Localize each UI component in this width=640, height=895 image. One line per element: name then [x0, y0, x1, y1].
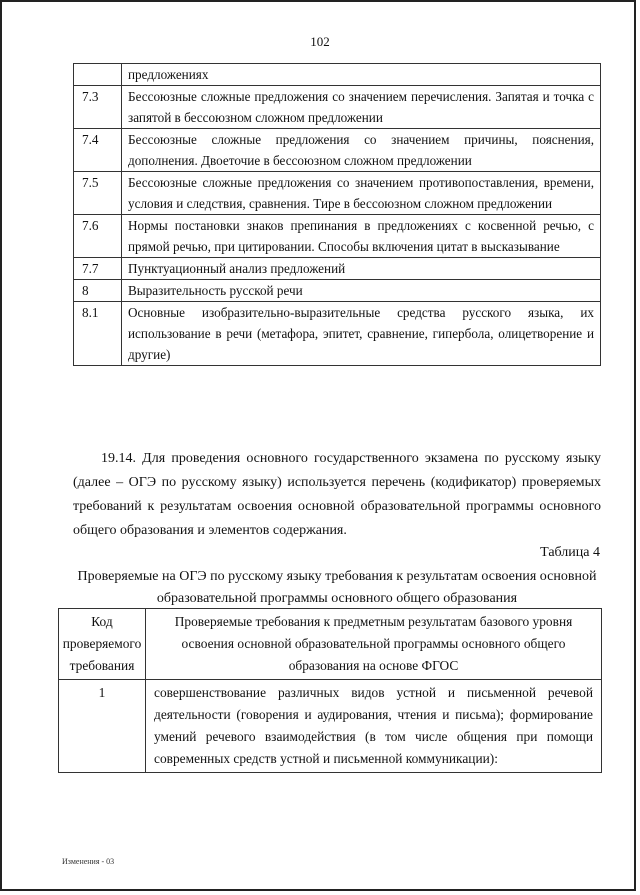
- row-number: 7.4: [74, 129, 122, 172]
- row-number: 7.5: [74, 172, 122, 215]
- table-row: [74, 129, 601, 172]
- table-row: [74, 258, 601, 280]
- row-text: предложениях: [122, 64, 601, 86]
- table-row: [74, 172, 601, 215]
- table-row: [74, 64, 601, 86]
- row-text: Пунктуационный анализ предложений: [122, 258, 601, 280]
- table-row: [74, 86, 601, 129]
- table-row: [74, 215, 601, 258]
- table-title: Проверяемые на ОГЭ по русскому языку требования к результатам освоения основной образовательной программы основного общего образования: [77, 569, 597, 606]
- table-label: Таблица 4: [540, 545, 600, 560]
- header-code: Код проверяемого требования: [59, 609, 146, 680]
- row-number: 8: [74, 280, 122, 302]
- table-row: [59, 680, 602, 773]
- row-number: 7.3: [74, 86, 122, 129]
- requirements-table: [58, 608, 602, 773]
- row-text: Бессоюзные сложные предложения со значением перечисления. Запятая и точка с запятой в бессоюзном сложном предложении: [122, 86, 601, 129]
- header-requirements: Проверяемые требования к предметным результатам базового уровня освоения основной образовательной программы основного общего образования на основе ФГОС: [146, 609, 602, 680]
- table-row: [74, 280, 601, 302]
- row-number: 7.7: [74, 258, 122, 280]
- row-text: совершенствование различных видов устной и письменной речевой деятельности (говорения и аудирования, чтения и письма); формирование умений речевого взаимодействия (в том числе общения при помощи современных средств устной и письменной коммуникации):: [146, 680, 602, 773]
- row-number: 7.6: [74, 215, 122, 258]
- row-code: 1: [59, 680, 146, 773]
- row-text: Основные изобразительно-выразительные средства русского языка, их использование в речи (метафора, эпитет, сравнение, гипербола, олицетворение и другие): [122, 302, 601, 366]
- row-text: Выразительность русской речи: [122, 280, 601, 302]
- row-text: Нормы постановки знаков препинания в предложениях с косвенной речью, с прямой речью, при цитировании. Способы включения цитат в высказывание: [122, 215, 601, 258]
- row-number: 8.1: [74, 302, 122, 366]
- row-text: Бессоюзные сложные предложения со значением противопоставления, времени, условия и следствия, сравнения. Тире в бессоюзном сложном предложении: [122, 172, 601, 215]
- row-number: [74, 64, 122, 86]
- table-header-row: [59, 609, 602, 680]
- body-paragraph: 19.14. Для проведения основного государственного экзамена по русскому языку (далее – ОГЭ по русскому языку) используется перечень (кодификатор) проверяемых требований к результатам освоения основной образовательной программы основного общего образования и элементов содержания.: [73, 451, 601, 538]
- table-row: [74, 302, 601, 366]
- footer-note: Изменения - 03: [62, 857, 115, 866]
- row-text: Бессоюзные сложные предложения со значением причины, пояснения, дополнения. Двоеточие в бессоюзном сложном предложении: [122, 129, 601, 172]
- page-number: 102: [310, 34, 330, 49]
- topics-table: [73, 63, 601, 366]
